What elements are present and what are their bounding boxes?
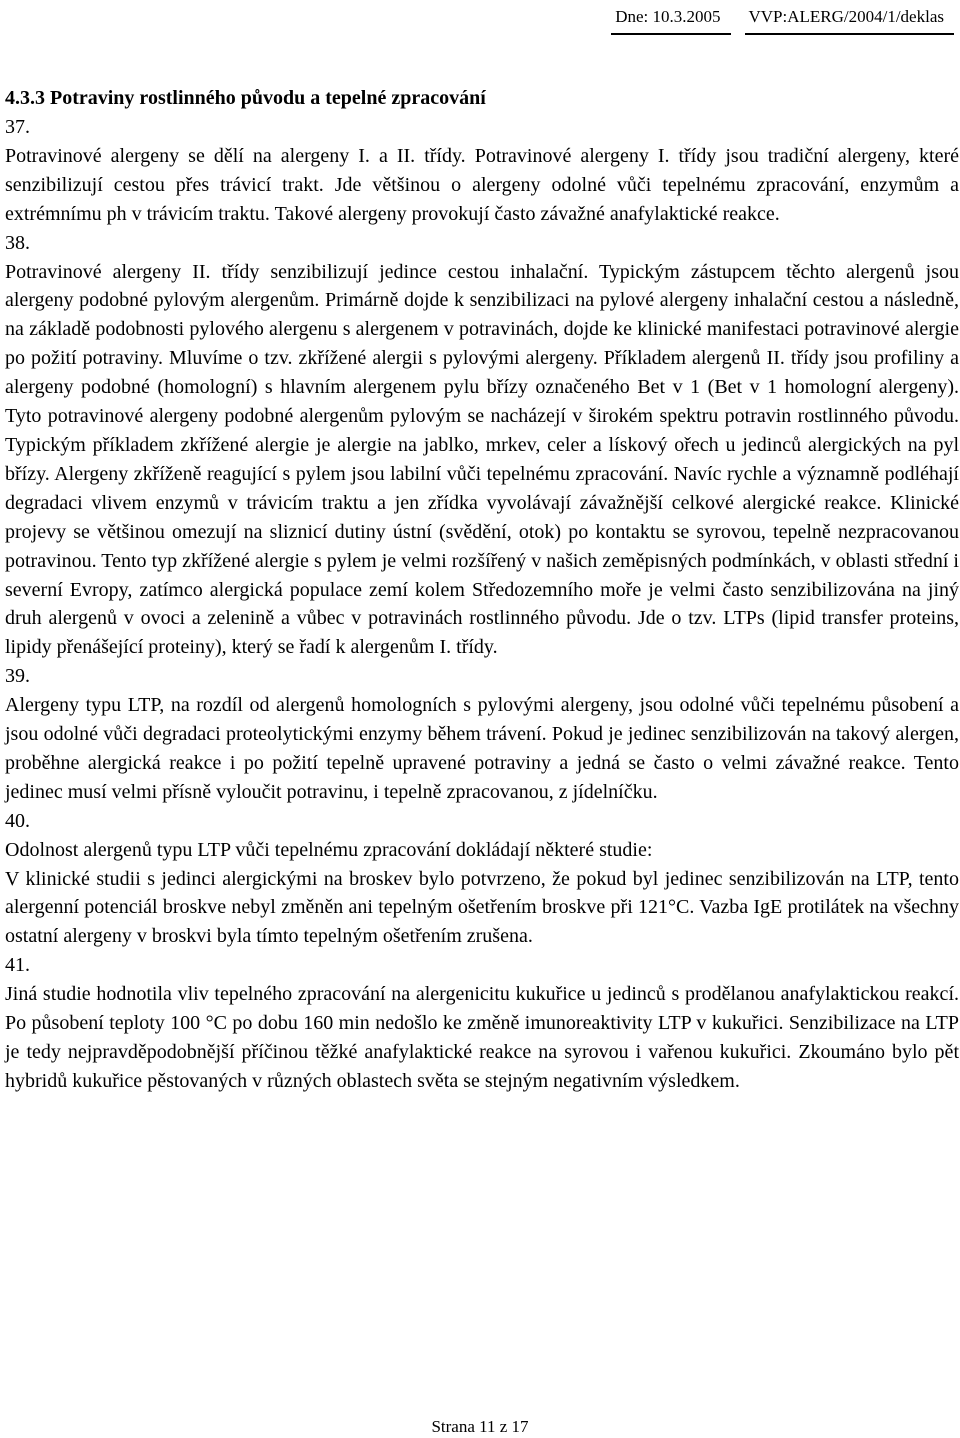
paragraph-38-text: Potravinové alergeny II. třídy senzibilizují jedince cestou inhalační. Typickým zástupcem těchto alergenů jsou alergeny podobné pylovým alergenům. Primárně dojde k senzibilizaci na pylové alergeny inhalační cestou a následně, na základě podobnosti pylového alergenu s alergenem v potravinách, dojde ke klinické manifestaci potravinové alergie po požití potraviny. Mluvíme o tzv. zkřížené alergii s pylovými alergeny. Příkladem alergenů II. třídy jsou profiliny a alergeny podobné (homologní) s hlavním alergenem pylu břízy označeného Bet v 1 (Bet v 1 homologní alergeny). Tyto potravinové alergeny podobné alergenům pylovým se nacházejí v širokém spektru potravin rostlinného původu. Typickým příkladem zkřížené alergie je alergie na jablko, mrkev, celer a lískový ořech u jedinců alergických na pyl břízy. Alergeny zkříženě reagující s pylem jsou labilní vůči tepelnému zpracování. Navíc rychle a významně podléhají degradaci vlivem enzymů v trávicím traktu a jen zřídka vyvolávají závažnější celkové alergické reakce. Klinické projevy se většinou omezují na sliznicí dutiny ústní (svědění, otok) po kontaktu se syrovou, tepelně nezpracovanou potravinou. Tento typ zkřížené alergie s pylem je velmi rozšířený v našich zeměpisných podmínkách, v oblasti střední i severní Evropy, zatímco alergická populace zemí kolem Středozemního moře je velmi často senzibilizována na jiný druh alergenů v ovoci a zelenině a vůbec v potravinách rostlinného původu. Jde o tzv. LTPs (lipid transfer proteins, lipidy přenášející proteiny), který se řadí k alergenům I. třídy. — [5, 260, 959, 659]
header-document-id: VVP:ALERG/2004/1/deklas — [745, 4, 955, 35]
paragraph-number-37: 37. — [5, 116, 30, 138]
paragraph-number-40: 40. — [5, 809, 30, 832]
paragraph-number-39: 39. — [5, 665, 30, 688]
paragraph-41-text: Jiná studie hodnotila vliv tepelného zpracování na alergenicitu kukuřice u jedinců s prodělanou anafylaktickou reakcí. Po působení teploty 100 °C po dobu 160 min nedošlo ke změně imunoreaktivity LTP v kukuřici. Senzibilizace na LTP je tedy nejpravděpodobnější příčinou těžké anafylaktické reakce na syrovou i vařenou kukuřici. Zkoumáno bylo pět hybridů kukuřice pěstovaných v různých oblastech světa se stejným negativním výsledkem. — [5, 983, 959, 1092]
header-date: Dne: 10.3.2005 — [611, 4, 730, 35]
paragraph-39-text: Alergeny typu LTP, na rozdíl od alergenů homologních s pylovými alergeny, jsou odolné vůči tepelnému působení a jsou odolné vůči degradaci proteolytickými enzymy během trávení. Pokud je jedinec senzibilizován na takový alergen, proběhne alergická reakce i po požití tepelně upravené potraviny a jedná se často o velmi závažné reakce. Tento jedinec musí velmi přísně vyloučit potravinu, i tepelně zpracovanou, z jídelníčku. — [5, 694, 959, 803]
paragraph-number-41: 41. — [5, 954, 30, 977]
paragraph-37-text: Potravinové alergeny se dělí na alergeny I. a II. třídy. Potravinové alergeny I. třídy jsou tradiční alergeny, které senzibilizují cestou přes trávicí trakt. Jde většinou o alergeny odolné vůči tepelnému zpracování, enzymům a extrémnímu ph v trávicím traktu. Takové alergeny provokují často závažné anafylaktické reakce. — [5, 144, 959, 225]
page-header — [611, 4, 954, 35]
paragraph-number-38: 38. — [5, 231, 30, 254]
section-heading: 4.3.3 Potraviny rostlinného původu a tepelné zpracování — [5, 87, 486, 109]
paragraph-40-text: V klinické studii s jedinci alergickými na broskev bylo potvrzeno, že pokud byl jedinec senzibilizován na LTP, tento alergenní potenciál broskve nebyl změněn ani tepelným ošetřením broskve při 121°C. Vazba IgE protilátek na všechny ostatní alergeny v broskvi byla tímto tepelným ošetřením zrušena. — [5, 867, 959, 948]
paragraph-40-intro: Odolnost alergenů typu LTP vůči tepelnému zpracování dokládají některé studie: — [5, 838, 653, 861]
page-number: Strana 11 z 17 — [431, 1417, 529, 1436]
document-body — [5, 84, 959, 1096]
